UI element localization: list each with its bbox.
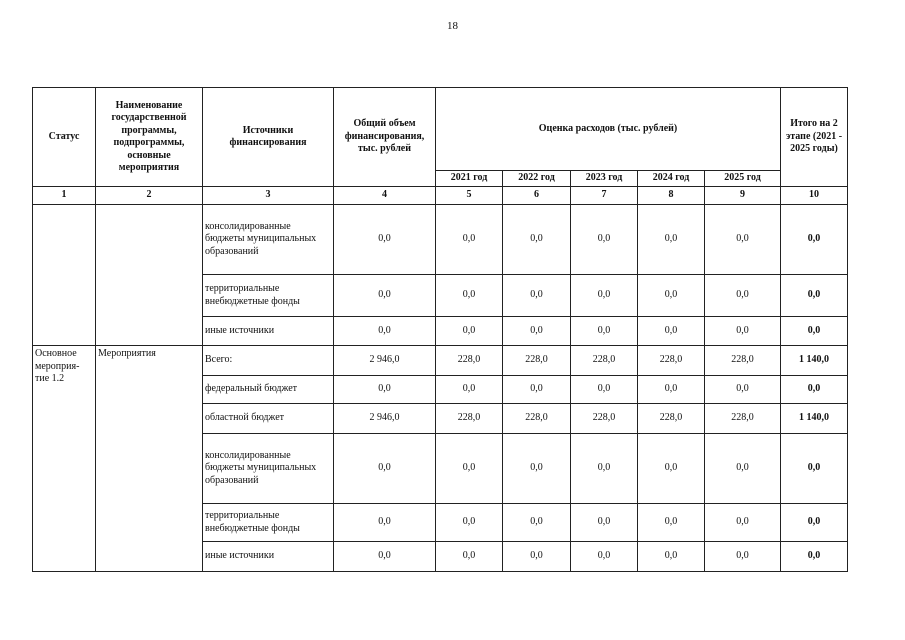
source-cell: консолидированные бюджеты муниципальных образований <box>203 434 334 504</box>
source-cell: Всего: <box>203 346 334 376</box>
program-name-cell: Мероприятия <box>96 346 203 572</box>
column-number: 4 <box>334 187 436 205</box>
value-2024: 0,0 <box>638 504 705 542</box>
value-2021: 0,0 <box>436 317 503 346</box>
value-2024: 228,0 <box>638 346 705 376</box>
column-number: 7 <box>571 187 638 205</box>
value-2022: 0,0 <box>503 275 571 317</box>
value-stage-total: 0,0 <box>781 542 848 572</box>
status-cell: Основное мероприя-тие 1.2 <box>33 346 96 572</box>
value-2021: 228,0 <box>436 346 503 376</box>
column-number: 2 <box>96 187 203 205</box>
header-year: 2021 год <box>436 171 503 187</box>
header-expense-estimate: Оценка расходов (тыс. рублей) <box>436 88 781 171</box>
value-total: 0,0 <box>334 542 436 572</box>
column-number-row <box>33 187 848 205</box>
value-2022: 0,0 <box>503 376 571 404</box>
header-year: 2024 год <box>638 171 705 187</box>
value-2021: 0,0 <box>436 376 503 404</box>
value-2022: 0,0 <box>503 205 571 275</box>
column-number: 9 <box>705 187 781 205</box>
value-2024: 0,0 <box>638 275 705 317</box>
value-total: 0,0 <box>334 504 436 542</box>
value-2023: 228,0 <box>571 346 638 376</box>
value-total: 2 946,0 <box>334 404 436 434</box>
value-2025: 0,0 <box>705 376 781 404</box>
value-2023: 0,0 <box>571 434 638 504</box>
value-stage-total: 0,0 <box>781 275 848 317</box>
value-2022: 0,0 <box>503 542 571 572</box>
value-total: 2 946,0 <box>334 346 436 376</box>
value-stage-total: 0,0 <box>781 434 848 504</box>
value-stage-total: 1 140,0 <box>781 404 848 434</box>
column-number: 1 <box>33 187 96 205</box>
column-number: 5 <box>436 187 503 205</box>
value-total: 0,0 <box>334 275 436 317</box>
value-2024: 0,0 <box>638 434 705 504</box>
source-cell: территориальные внебюджетные фонды <box>203 275 334 317</box>
column-number: 6 <box>503 187 571 205</box>
value-2023: 228,0 <box>571 404 638 434</box>
value-2021: 0,0 <box>436 275 503 317</box>
value-2025: 0,0 <box>705 317 781 346</box>
value-2025: 0,0 <box>705 275 781 317</box>
value-2023: 0,0 <box>571 376 638 404</box>
value-2024: 0,0 <box>638 317 705 346</box>
value-2025: 228,0 <box>705 404 781 434</box>
source-cell: территориальные внебюджетные фонды <box>203 504 334 542</box>
financing-table <box>32 87 848 572</box>
value-2025: 0,0 <box>705 205 781 275</box>
value-2021: 228,0 <box>436 404 503 434</box>
column-number: 10 <box>781 187 848 205</box>
header-year: 2022 год <box>503 171 571 187</box>
value-stage-total: 0,0 <box>781 205 848 275</box>
source-cell: консолидированные бюджеты муниципальных образований <box>203 205 334 275</box>
source-cell: иные источники <box>203 542 334 572</box>
value-2024: 0,0 <box>638 542 705 572</box>
value-2023: 0,0 <box>571 317 638 346</box>
header-sources: Источники финансирования <box>203 88 334 187</box>
header-status: Статус <box>33 88 96 187</box>
value-2021: 0,0 <box>436 434 503 504</box>
value-2025: 0,0 <box>705 434 781 504</box>
value-2025: 0,0 <box>705 542 781 572</box>
value-2022: 0,0 <box>503 317 571 346</box>
value-total: 0,0 <box>334 434 436 504</box>
column-number: 3 <box>203 187 334 205</box>
value-2023: 0,0 <box>571 205 638 275</box>
value-2021: 0,0 <box>436 205 503 275</box>
table-row <box>33 346 848 376</box>
value-2022: 0,0 <box>503 504 571 542</box>
value-2021: 0,0 <box>436 504 503 542</box>
value-2022: 228,0 <box>503 404 571 434</box>
value-2021: 0,0 <box>436 542 503 572</box>
page-number: 18 <box>447 20 458 32</box>
header-stage-total: Итого на 2 этапе (2021 - 2025 годы) <box>781 88 848 187</box>
header-program-name: Наименование государственной программы, подпрограммы, основные мероприятия <box>96 88 203 187</box>
value-2024: 228,0 <box>638 404 705 434</box>
value-stage-total: 0,0 <box>781 376 848 404</box>
name-cell-empty <box>96 205 203 346</box>
source-cell: областной бюджет <box>203 404 334 434</box>
value-stage-total: 0,0 <box>781 317 848 346</box>
value-2024: 0,0 <box>638 205 705 275</box>
header-year: 2025 год <box>705 171 781 187</box>
header-total-volume: Общий объем финансирования, тыс. рублей <box>334 88 436 187</box>
value-stage-total: 1 140,0 <box>781 346 848 376</box>
value-total: 0,0 <box>334 205 436 275</box>
value-stage-total: 0,0 <box>781 504 848 542</box>
status-cell-empty <box>33 205 96 346</box>
value-2022: 228,0 <box>503 346 571 376</box>
value-2024: 0,0 <box>638 376 705 404</box>
value-2023: 0,0 <box>571 542 638 572</box>
source-cell: иные источники <box>203 317 334 346</box>
column-number: 8 <box>638 187 705 205</box>
table-row <box>33 205 848 275</box>
value-2022: 0,0 <box>503 434 571 504</box>
value-2023: 0,0 <box>571 504 638 542</box>
header-year: 2023 год <box>571 171 638 187</box>
value-total: 0,0 <box>334 317 436 346</box>
value-2025: 228,0 <box>705 346 781 376</box>
value-2023: 0,0 <box>571 275 638 317</box>
value-total: 0,0 <box>334 376 436 404</box>
value-2025: 0,0 <box>705 504 781 542</box>
source-cell: федеральный бюджет <box>203 376 334 404</box>
